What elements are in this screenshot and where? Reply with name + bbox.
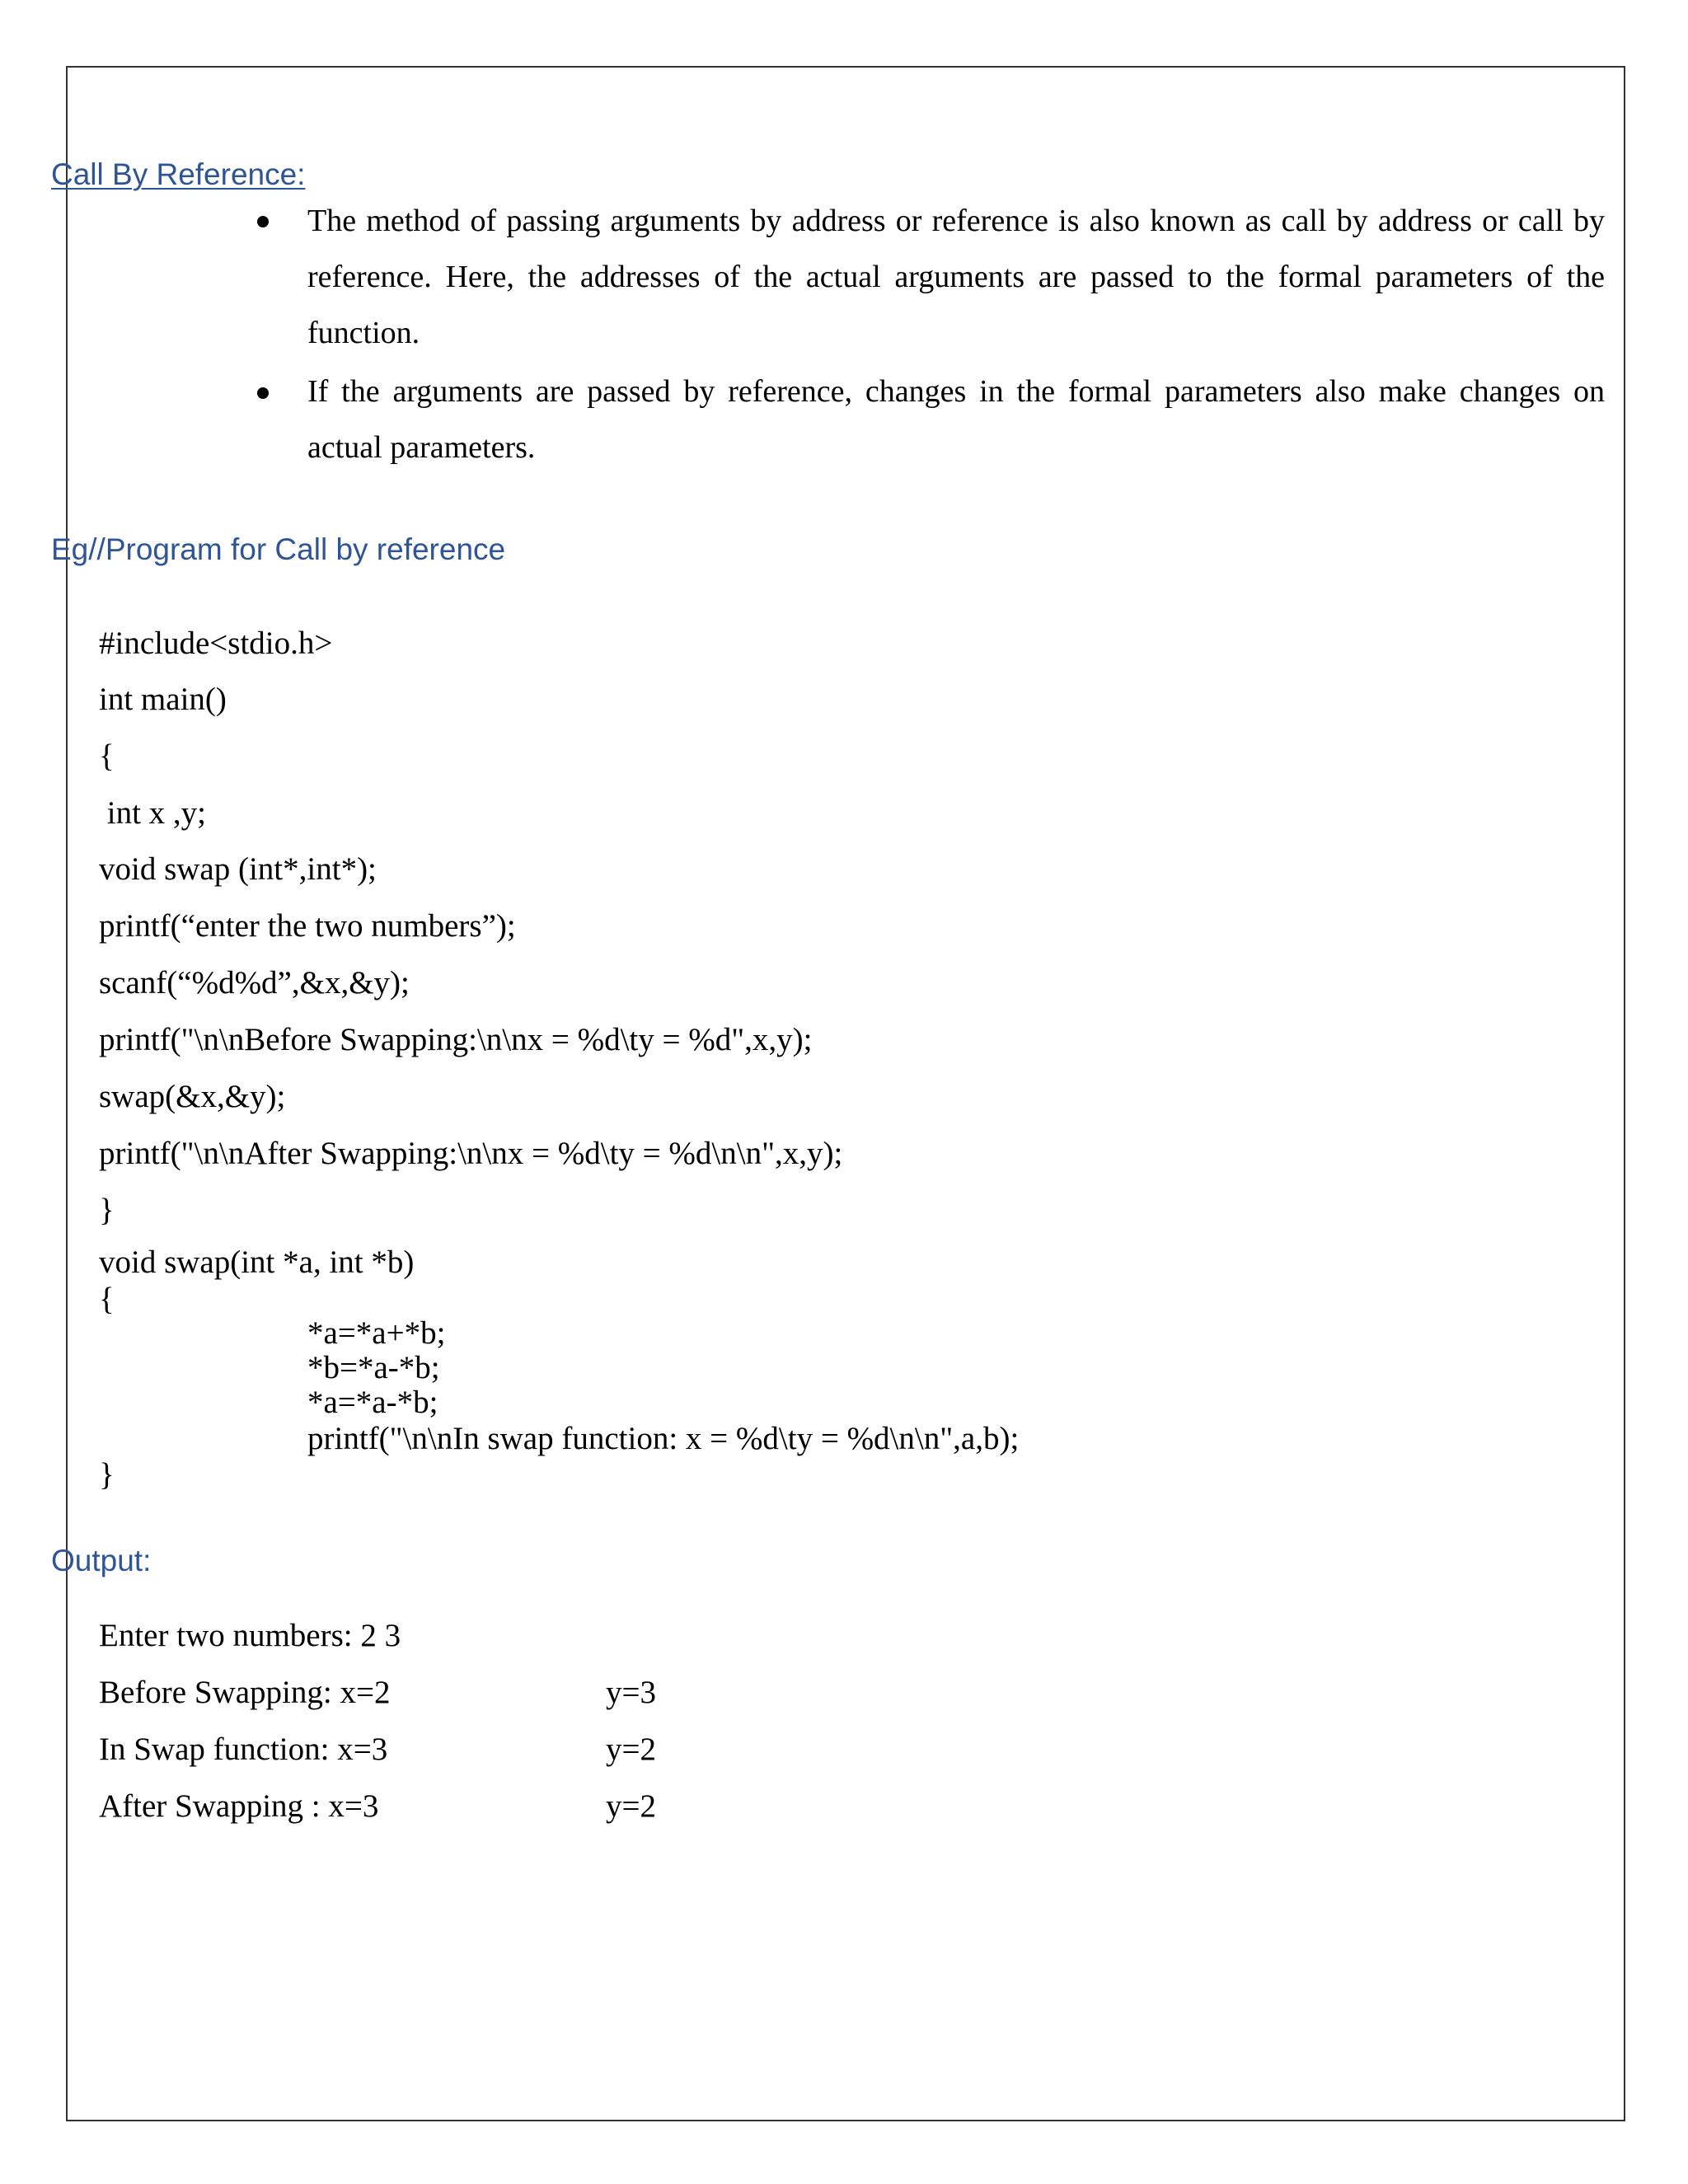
code-line: printf("\n\nIn swap function: x = %d\ty = %d\n\n",a,b); — [307, 1421, 1020, 1456]
output-line-y-value: y=2 — [606, 1788, 656, 1824]
output-line-y-value: y=2 — [606, 1732, 656, 1767]
code-line: { — [99, 1282, 115, 1317]
output-line-y-value: y=3 — [606, 1675, 656, 1710]
code-line: printf(“enter the two numbers”); — [99, 908, 516, 944]
bullet-icon — [257, 387, 269, 399]
output-line-label: After Swapping : x=3 — [99, 1788, 379, 1824]
section-heading-call-by-reference: Call By Reference: — [51, 157, 306, 191]
bullet-text: If the arguments are passed by reference, changes in the formal parameters also make changes on actual parameters. — [307, 374, 1605, 465]
output-line-label: Enter two numbers: 2 3 — [99, 1618, 401, 1653]
output-line-label: In Swap function: x=3 — [99, 1732, 388, 1767]
bullet-icon — [257, 216, 269, 227]
code-line: swap(&x,&y); — [99, 1079, 286, 1114]
code-line: printf("\n\nAfter Swapping:\n\nx = %d\ty = %d\n\n",x,y); — [99, 1136, 843, 1171]
code-line: scanf(“%d%d”,&x,&y); — [99, 965, 410, 1001]
code-line: *a=*a+*b; — [307, 1315, 446, 1351]
code-line: } — [99, 1457, 115, 1493]
code-line: int main() — [99, 682, 227, 717]
code-line: *a=*a-*b; — [307, 1385, 438, 1420]
code-line: *b=*a-*b; — [307, 1350, 440, 1385]
section-heading-example-program: Eg//Program for Call by reference — [51, 532, 506, 566]
code-line: int x ,y; — [99, 795, 207, 831]
code-line: void swap(int *a, int *b) — [99, 1244, 415, 1280]
code-line: printf("\n\nBefore Swapping:\n\nx = %d\ty = %d",x,y); — [99, 1022, 813, 1057]
code-line: #include<stdio.h> — [99, 626, 333, 661]
code-line: { — [99, 738, 115, 774]
section-heading-output: Output: — [51, 1544, 152, 1577]
code-line: } — [99, 1193, 115, 1228]
bullet-text: The method of passing arguments by address or reference is also known as call by address or call by reference. Here, the addresses of the actual arguments are passed to the formal parameters of the function. — [307, 204, 1605, 350]
output-line-label: Before Swapping: x=2 — [99, 1675, 391, 1710]
code-line: void swap (int*,int*); — [99, 851, 377, 887]
